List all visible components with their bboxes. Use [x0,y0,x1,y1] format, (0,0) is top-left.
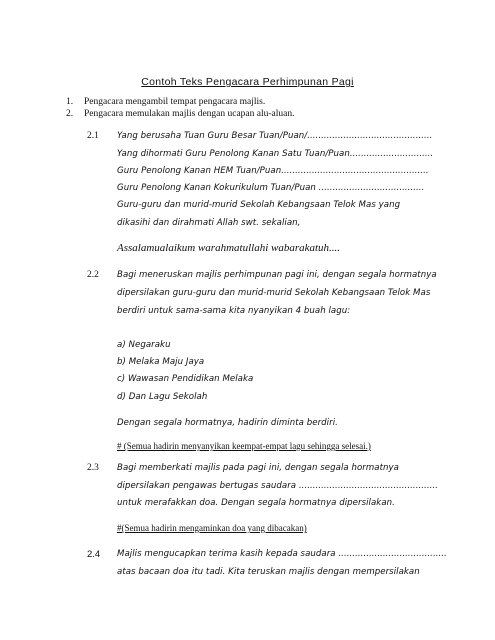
list-number: 2. [66,109,74,119]
section-2-2-line: Bagi meneruskan majlis perhimpunan pagi ini, dengan segala hormatnya [117,270,437,280]
section-2-3-line: dipersilakan pengawas bertugas saudara .................................................. [117,481,438,491]
section-2-1-line: dikasihi dan dirahmati Allah swt. sekalian, [117,218,301,228]
section-number-2-1: 2.1 [87,131,99,141]
section-2-1-line: Yang berusaha Tuan Guru Besar Tuan/Puan/............................................. [117,131,433,141]
section-number-2-2: 2.2 [87,270,99,280]
section-2-2-note: # (Semua hadirin menyanyikan keempat-empat lagu sehingga selesai.) [117,441,371,451]
section-number-2-3: 2.3 [87,463,99,473]
section-2-3-line: Bagi memberkati majlis pada pagi ini, dengan segala hormatnya [117,463,399,473]
section-2-3-line: untuk merafakkan doa. Dengan segala hormatnya dipersilakan. [117,498,395,508]
section-2-4-line: atas bacaan doa itu tadi. Kita teruskan majlis dengan mempersilakan [117,567,420,577]
greeting-text: Assalamualaikum warahmatullahi wabarakatuh.... [117,242,341,254]
song-item: c) Wawasan Pendidikan Melaka [117,374,254,384]
list-item [66,96,456,108]
song-item: b) Melaka Maju Jaya [117,357,205,367]
section-2-1-line: Guru Penolong Kanan Kokurikulum Tuan/Puan ...................................... [117,183,425,193]
section-2-2-line: dipersilakan guru-guru dan murid-murid Sekolah Kebangsaan Telok Mas [117,288,431,298]
section-2-2-closing: Dengan segala hormatnya, hadirin diminta berdiri. [117,418,338,428]
section-number-2-4: 2.4 [87,549,101,560]
list-text: Pengacara mengambil tempat pengacara majlis. [84,97,266,107]
section-2-2-line: berdiri untuk sama-sama kita nyanyikan 4 buah lagu: [117,306,351,316]
list-text: Pengacara memulakan majlis dengan ucapan alu-aluan. [84,109,295,119]
section-2-1-line: Yang dihormati Guru Penolong Kanan Satu Tuan/Puan.............................. [117,149,434,159]
section-2-1-line: Guru-guru dan murid-murid Sekolah Kebangsaan Telok Mas yang [117,200,401,210]
section-2-1-line: Guru Penolong Kanan HEM Tuan/Puan..................................................... [117,166,429,176]
document-title: Contoh Teks Pengacara Perhimpunan Pagi [141,76,354,88]
song-item: a) Negaraku [117,340,171,350]
section-2-3-note: #(Semua hadirin mengaminkan doa yang dibacakan) [117,523,307,533]
list-number: 1. [66,97,74,107]
section-2-4-line: Majlis mengucapkan terima kasih kepada saudara ....................................... [117,549,447,559]
song-item: d) Dan Lagu Sekolah [117,392,208,402]
intro-list [66,96,456,120]
list-item [66,108,456,120]
